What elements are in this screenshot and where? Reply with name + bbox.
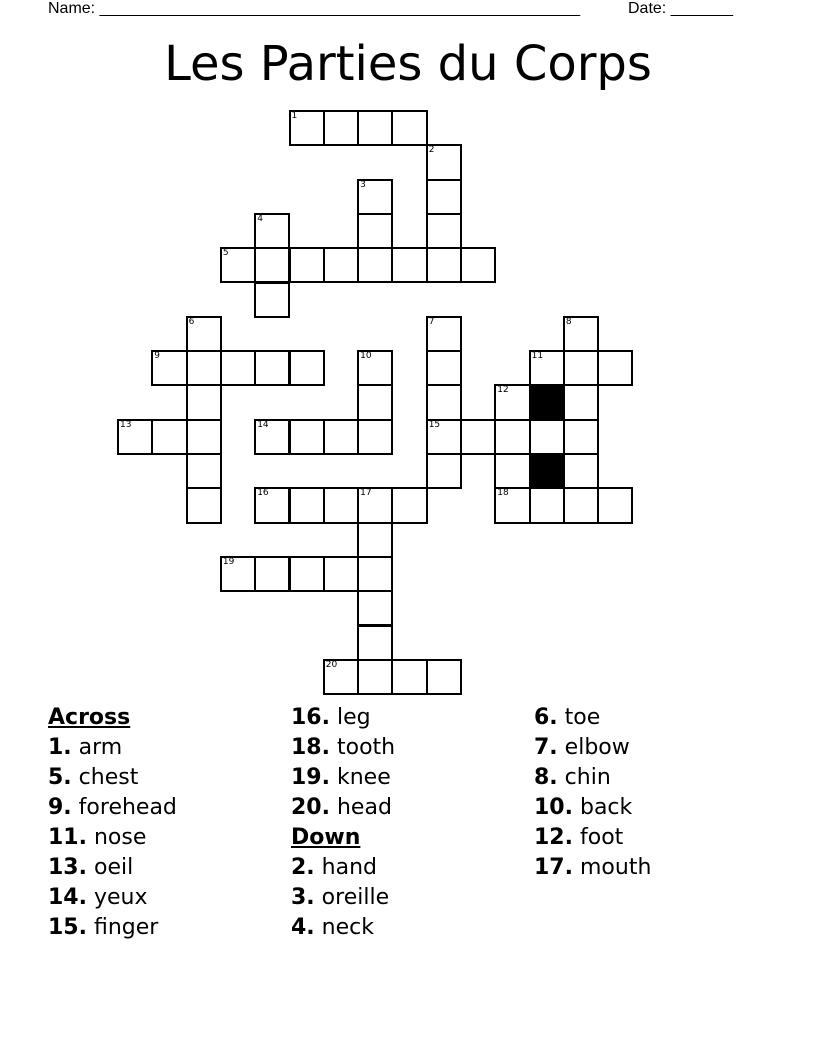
clue-number: 10. — [534, 795, 573, 820]
clue-down-7 — [534, 733, 651, 763]
clue-number: 1. — [48, 735, 72, 760]
clue-text: chest — [78, 765, 139, 790]
grid-cell[interactable] — [426, 350, 462, 386]
grid-cell[interactable] — [254, 419, 290, 455]
grid-cell[interactable] — [357, 625, 393, 661]
clue-across-1 — [48, 733, 177, 763]
clue-across-19 — [291, 763, 395, 793]
grid-cell[interactable] — [494, 487, 530, 523]
clue-text: leg — [336, 705, 371, 730]
cell-number: 2 — [428, 145, 435, 156]
clue-across-18 — [291, 733, 395, 763]
clue-number: 16. — [291, 705, 330, 730]
cell-number: 8 — [565, 316, 572, 327]
cell-number: 19 — [222, 556, 235, 567]
grid-cell[interactable] — [254, 350, 290, 386]
grid-cell[interactable] — [426, 316, 462, 352]
clue-text: foot — [579, 825, 624, 850]
clue-number: 15. — [48, 915, 87, 940]
grid-cell[interactable] — [426, 144, 462, 180]
grid-cell[interactable] — [391, 487, 427, 523]
grid-cell[interactable] — [323, 110, 359, 146]
date-line[interactable]: _______ — [670, 0, 733, 17]
grid-cell[interactable] — [323, 247, 359, 283]
grid-cell[interactable] — [186, 419, 222, 455]
grid-cell[interactable] — [117, 419, 153, 455]
grid-cell[interactable] — [220, 556, 256, 592]
clue-text: tooth — [336, 735, 396, 760]
cell-number: 10 — [360, 351, 372, 362]
down-heading: Down — [291, 825, 361, 850]
grid-cell[interactable] — [357, 556, 393, 592]
clue-down-12 — [534, 823, 651, 853]
grid-cell[interactable] — [460, 419, 496, 455]
grid-cell[interactable] — [426, 453, 462, 489]
cell-number: 11 — [531, 351, 544, 362]
grid-cell[interactable] — [289, 350, 325, 386]
grid-cell[interactable] — [151, 419, 187, 455]
cell-number: 16 — [257, 488, 269, 499]
cell-number: 7 — [428, 316, 435, 327]
across-heading: Across — [48, 705, 131, 730]
grid-cell[interactable] — [254, 487, 290, 523]
grid-cell[interactable] — [254, 247, 290, 283]
grid-cell[interactable] — [597, 350, 633, 386]
clue-down-3 — [291, 883, 395, 913]
grid-cell[interactable] — [391, 659, 427, 695]
grid-cell[interactable] — [357, 419, 393, 455]
clue-number: 2. — [291, 855, 315, 880]
grid-cell[interactable] — [529, 419, 565, 455]
grid-cell-blocked — [529, 384, 565, 420]
grid-cell[interactable] — [289, 247, 325, 283]
clue-number: 17. — [534, 855, 573, 880]
grid-cell-blocked — [529, 453, 565, 489]
clue-column-2 — [291, 703, 395, 943]
grid-cell[interactable] — [151, 350, 187, 386]
grid-cell[interactable] — [186, 487, 222, 523]
clue-down-6 — [534, 703, 651, 733]
grid-cell[interactable] — [426, 247, 462, 283]
clue-across-9 — [48, 793, 177, 823]
clue-text: elbow — [564, 735, 630, 760]
grid-cell[interactable] — [426, 213, 462, 249]
grid-cell[interactable] — [426, 419, 462, 455]
grid-cell[interactable] — [529, 487, 565, 523]
clue-text: toe — [564, 705, 601, 730]
grid-cell[interactable] — [323, 659, 359, 695]
clue-down-10 — [534, 793, 651, 823]
clue-text: chin — [564, 765, 611, 790]
clue-down-4 — [291, 913, 395, 943]
grid-cell[interactable] — [494, 384, 530, 420]
clue-text: back — [579, 795, 633, 820]
grid-cell[interactable] — [563, 419, 599, 455]
clue-down-17 — [534, 853, 651, 883]
grid-cell[interactable] — [357, 247, 393, 283]
clue-number: 6. — [534, 705, 558, 730]
grid-cell[interactable] — [289, 110, 325, 146]
cell-number: 9 — [154, 351, 161, 362]
clue-number: 13. — [48, 855, 87, 880]
grid-cell[interactable] — [597, 487, 633, 523]
grid-cell[interactable] — [323, 487, 359, 523]
grid-cell[interactable] — [563, 453, 599, 489]
grid-cell[interactable] — [357, 487, 393, 523]
grid-cell[interactable] — [357, 179, 393, 215]
grid-cell[interactable] — [426, 384, 462, 420]
date-field — [628, 0, 733, 18]
clue-number: 14. — [48, 885, 87, 910]
clue-text: forehead — [78, 795, 177, 820]
grid-cell[interactable] — [563, 350, 599, 386]
clue-text: finger — [93, 915, 159, 940]
clue-number: 4. — [291, 915, 315, 940]
cell-number: 20 — [325, 659, 338, 670]
grid-cell[interactable] — [289, 556, 325, 592]
clue-text: oeil — [93, 855, 134, 880]
grid-cell[interactable] — [186, 316, 222, 352]
clue-down-8 — [534, 763, 651, 793]
clue-text: knee — [336, 765, 391, 790]
clue-column-3 — [534, 703, 651, 883]
grid-cell[interactable] — [357, 590, 393, 626]
clue-text: nose — [93, 825, 147, 850]
grid-cell[interactable] — [460, 247, 496, 283]
clue-number: 12. — [534, 825, 573, 850]
cell-number: 15 — [428, 419, 441, 430]
grid-cell[interactable] — [254, 556, 290, 592]
cell-number: 6 — [188, 316, 195, 327]
clue-across-16 — [291, 703, 395, 733]
grid-cell[interactable] — [391, 247, 427, 283]
clue-number: 5. — [48, 765, 72, 790]
clue-column-1 — [48, 703, 177, 943]
grid-cell[interactable] — [494, 453, 530, 489]
cell-number: 18 — [497, 488, 509, 499]
clue-number: 9. — [48, 795, 72, 820]
clue-number: 18. — [291, 735, 330, 760]
clue-text: head — [336, 795, 392, 820]
grid-cell[interactable] — [289, 419, 325, 455]
grid-cell[interactable] — [357, 110, 393, 146]
clue-across-14 — [48, 883, 177, 913]
clue-number: 19. — [291, 765, 330, 790]
grid-cell[interactable] — [391, 110, 427, 146]
clue-across-11 — [48, 823, 177, 853]
clue-number: 11. — [48, 825, 87, 850]
clue-number: 20. — [291, 795, 330, 820]
clue-text: yeux — [93, 885, 148, 910]
cell-number: 14 — [257, 419, 269, 430]
grid-cell[interactable] — [323, 419, 359, 455]
grid-cell[interactable] — [563, 316, 599, 352]
clue-number: 3. — [291, 885, 315, 910]
clue-across-20 — [291, 793, 395, 823]
grid-cell[interactable] — [357, 659, 393, 695]
grid-cell[interactable] — [323, 556, 359, 592]
cell-number: 1 — [291, 111, 298, 121]
grid-cell[interactable] — [357, 350, 393, 386]
name-line[interactable]: ______________________________________________________ — [99, 0, 581, 17]
clue-text: neck — [321, 915, 374, 940]
grid-cell[interactable] — [529, 350, 565, 386]
grid-cell[interactable] — [426, 179, 462, 215]
date-label: Date: — [628, 0, 667, 17]
grid-cell[interactable] — [563, 487, 599, 523]
cell-number: 17 — [360, 488, 372, 499]
page-title: Les Parties du Corps — [164, 36, 652, 92]
clue-down-2 — [291, 853, 395, 883]
clue-across-13 — [48, 853, 177, 883]
clue-across-5 — [48, 763, 177, 793]
grid-cell[interactable] — [357, 384, 393, 420]
clue-text: mouth — [579, 855, 652, 880]
clue-number: 7. — [534, 735, 558, 760]
grid-cell[interactable] — [357, 213, 393, 249]
grid-cell[interactable] — [186, 350, 222, 386]
clue-number: 8. — [534, 765, 558, 790]
clue-text: arm — [78, 735, 123, 760]
grid-cell[interactable] — [289, 487, 325, 523]
clue-text: hand — [321, 855, 378, 880]
name-label: Name: — [48, 0, 96, 17]
grid-cell[interactable] — [494, 419, 530, 455]
cell-number: 5 — [222, 248, 229, 259]
clue-text: oreille — [321, 885, 390, 910]
clue-across-15 — [48, 913, 177, 943]
grid-cell[interactable] — [186, 384, 222, 420]
grid-cell[interactable] — [426, 659, 462, 695]
grid-cell[interactable] — [220, 247, 256, 283]
grid-cell[interactable] — [220, 350, 256, 386]
cell-number: 3 — [360, 179, 366, 190]
grid-cell[interactable] — [254, 213, 290, 249]
grid-cell[interactable] — [357, 522, 393, 558]
grid-cell[interactable] — [254, 282, 290, 318]
grid-cell[interactable] — [563, 384, 599, 420]
cell-number: 4 — [257, 213, 263, 224]
name-field — [48, 0, 580, 18]
grid-cell[interactable] — [186, 453, 222, 489]
cell-number: 13 — [120, 419, 132, 430]
cell-number: 12 — [497, 385, 509, 396]
